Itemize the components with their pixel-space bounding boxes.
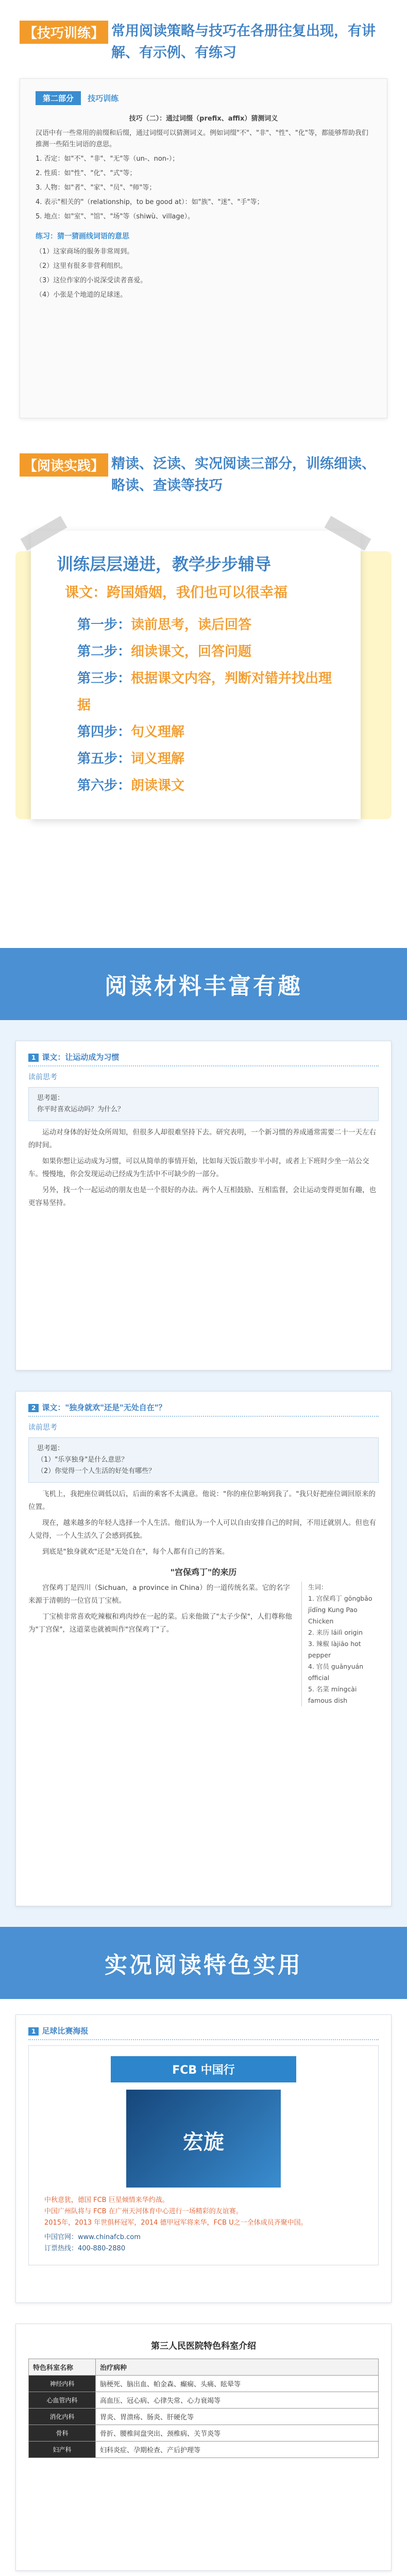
think-line: （2）你觉得一个人生活的好处有哪些？	[37, 1467, 156, 1475]
step-label: 第六步：	[77, 778, 131, 793]
table-header: 治疗病种	[96, 2359, 379, 2376]
skill-paragraph: 汉语中有一些常用的前缀和后缀，通过词缀可以猜测词义。例如词缀"不"、"非"、"性"、"化"等，都能够帮助我们推测一些陌生词语的意思。	[36, 129, 368, 148]
vocab-item: 2. 来历 láilì origin	[308, 1629, 363, 1636]
tape-decoration	[325, 516, 371, 551]
real-band	[0, 1927, 407, 1999]
skill-paragraph: 2. 性质：如"性"、"化"、"式"等；	[36, 170, 137, 177]
lesson-header	[28, 1402, 379, 1417]
lesson-header	[28, 2025, 379, 2040]
practice-header	[0, 453, 407, 497]
vocab-sidebar	[301, 1582, 379, 1706]
practice-tag: 【阅读实践】	[20, 453, 108, 477]
step-label: 第三步：	[77, 671, 131, 686]
material-section	[0, 1020, 407, 1927]
part-label: 第二部分	[36, 91, 81, 105]
practice-item: （2）这里有很多非营利组织。	[36, 262, 127, 270]
skill-paragraph: 5. 地点：如"室"、"馆"、"场"等（shiwù、village）。	[36, 213, 195, 221]
lesson-badge: 1	[28, 1054, 39, 1062]
ad-title: FCB 中国行	[111, 2056, 296, 2082]
think-line: 思考题：	[37, 1445, 64, 1452]
tape-decoration	[21, 516, 67, 551]
lesson-title: 课文："独身就欢"还是"无处自在"？	[42, 1403, 166, 1412]
vocab-item: 4. 官员 guānyuán official	[308, 1663, 364, 1682]
skill-heading: 技巧（二）：通过词缀（prefix、affix）猜测词义	[129, 115, 278, 123]
part-title: 技巧训练	[88, 94, 119, 103]
practice-label: 练习：猜一猜画线词语的意思	[36, 232, 129, 241]
reading-page-2	[15, 1391, 392, 1906]
desc-cell: 骨折、腰椎间盘突出、颈椎病、关节炎等	[96, 2425, 379, 2442]
lesson-paragraph: 到底是"独身就欢"还是"无处自在"，每个人都有自己的答案。	[42, 1548, 229, 1556]
lesson-badge: 2	[28, 1404, 39, 1412]
material-band-title: 阅读材料丰富有趣	[105, 973, 302, 999]
step-item	[77, 745, 335, 772]
real-band-title: 实况阅读特色实用	[105, 1952, 302, 1978]
lesson-paragraph: 另外，找一个一起运动的朋友也是一个很好的办法。两个人互相鼓励、互相监督，会让运动变得更加有趣，也更容易坚持。	[28, 1186, 376, 1207]
dept-cell: 骨科	[29, 2425, 96, 2442]
story-paragraph: 宫保鸡丁是四川（Sichuan，a province in China）的一道传统名菜。它的名字来源于清朝的一位官员丁宝桢。	[28, 1584, 290, 1605]
lesson-paragraph: 运动对身体的好处众所周知，但很多人却很难坚持下去。研究表明，一个新习惯的养成通常需要二十一天左右的时间。	[28, 1128, 376, 1149]
step-item	[77, 665, 335, 719]
ad-image-text: 宏旋	[183, 2130, 224, 2154]
think-box	[28, 1437, 379, 1483]
skill-paragraph: 4. 表示"相关的"（relationship，to be good at）：如"族"、"迷"、"手"等；	[36, 198, 264, 206]
table-header: 特色科室名称	[29, 2359, 96, 2376]
think-line: 思考题：	[37, 1094, 64, 1102]
ad-line: 中秋意犹，德国 FCB 巨星倾情来华约战。	[44, 2196, 169, 2204]
table-row	[29, 2409, 379, 2425]
hospital-page	[15, 2324, 392, 2571]
practice-item: （1）这家商场的服务非常周到。	[36, 248, 134, 256]
think-box	[28, 1087, 379, 1121]
practice-item: （4）小张是个地道的足球迷。	[36, 291, 127, 299]
read-question-label: 读前思考	[28, 1423, 57, 1432]
lesson-title: 课文：让运动成为习惯	[42, 1053, 120, 1062]
step-label: 第五步：	[77, 751, 131, 767]
ad-meta-line: 订票热线：400-880-2880	[44, 2245, 126, 2252]
step-label: 第四步：	[77, 724, 131, 740]
read-question-label: 读前思考	[28, 1073, 57, 1081]
practice-desc: 精读、泛读、实况阅读三部分，训练细读、略读、查读等技巧	[111, 456, 376, 494]
training-steps	[77, 612, 335, 799]
training-title: 训练层层递进，教学步步辅导	[57, 554, 272, 574]
ad-poster	[28, 2045, 379, 2265]
story-paragraph: 丁宝桢非常喜欢吃辣椒和鸡肉炒在一起的菜。后来他做了"太子少保"，人们尊称他为"丁宫保"，这道菜也就被叫作"宫保鸡丁"了。	[28, 1613, 292, 1634]
ad-page	[15, 2014, 392, 2303]
desc-cell: 妇科炎症、孕期检查、产后护理等	[96, 2442, 379, 2458]
think-line: 你平时喜欢运动吗？为什么？	[37, 1106, 125, 1113]
vocab-item: 3. 辣椒 làjiāo hot pepper	[308, 1640, 361, 1659]
skill-section	[0, 0, 407, 453]
step-item	[77, 719, 335, 745]
skill-tag: 【技巧训练】	[20, 21, 108, 44]
training-subtitle: 课文：跨国婚姻，我们也可以很幸福	[65, 585, 287, 601]
step-text: 细读课文，回答问题	[131, 644, 252, 659]
skill-page-sample	[20, 78, 387, 418]
vocab-item: 生词：	[308, 1583, 328, 1591]
ad-line: 2015年，2013 年世俱杯冠军，2014 德甲冠军将来华，FCB U之一全体成员齐聚中国。	[44, 2219, 308, 2227]
step-label: 第一步：	[77, 617, 131, 633]
vocab-item: 5. 名菜 míngcài famous dish	[308, 1685, 357, 1704]
material-band	[0, 948, 407, 1020]
lesson-badge: 1	[28, 2027, 39, 2036]
hospital-title: 第三人民医院特色科室介绍	[151, 2341, 256, 2351]
table-row	[29, 2425, 379, 2442]
dept-cell: 心血管内科	[29, 2392, 96, 2409]
table-row	[29, 2392, 379, 2409]
lesson-paragraph: 现在，越来越多的年轻人选择一个人生活。他们认为一个人可以自由安排自己的时间，不用迁就别人。但也有人觉得，一个人生活久了会感到孤独。	[28, 1519, 376, 1540]
step-text: 读前思考，读后回答	[131, 617, 252, 633]
step-text: 句义理解	[131, 724, 185, 740]
dept-cell: 神经内科	[29, 2376, 96, 2392]
hospital-table	[28, 2359, 379, 2458]
real-section	[0, 1999, 407, 2576]
skill-paragraph: 1. 否定：如"不"、"非"、"无"等（un-、non-）；	[36, 155, 179, 163]
skill-header	[0, 21, 407, 64]
step-item	[77, 612, 335, 638]
vocab-item: 1. 宫保鸡丁 gōngbǎo jīdīng Kung Pao Chicken	[308, 1595, 372, 1625]
lesson-title: 足球比赛海报	[42, 2026, 89, 2036]
practice-item: （3）这位作家的小说深受读者喜爱。	[36, 277, 147, 284]
step-item	[77, 772, 335, 799]
lesson-paragraph: 飞机上，我把座位调低以后，后面的乘客不太满意。他说："你的座位影响到我了。"我只好把座位调回原来的位置。	[28, 1490, 376, 1511]
step-label: 第二步：	[77, 644, 131, 659]
think-line: （1）"乐享独身"是什么意思？	[37, 1456, 128, 1464]
story-title: "宫保鸡丁"的来历	[170, 1567, 237, 1577]
table-row	[29, 2442, 379, 2458]
skill-desc: 常用阅读策略与技巧在各册往复出现，有讲解、有示例、有练习	[111, 23, 376, 61]
desc-cell: 高血压、冠心病、心律失常、心力衰竭等	[96, 2392, 379, 2409]
ad-meta-line: 中国官网：www.chinafcb.com	[44, 2233, 141, 2241]
training-card	[31, 531, 361, 819]
step-text: 词义理解	[131, 751, 185, 767]
reading-page-1	[15, 1041, 392, 1370]
table-row	[29, 2376, 379, 2392]
dept-cell: 妇产科	[29, 2442, 96, 2458]
dept-cell: 消化内科	[29, 2409, 96, 2425]
step-text: 朗读课文	[131, 778, 185, 793]
ad-image	[126, 2090, 281, 2188]
lesson-header	[28, 1052, 379, 1066]
step-text: 根据课文内容，判断对错并找出理据	[77, 671, 332, 713]
step-item	[77, 638, 335, 665]
practice-section	[0, 453, 407, 948]
ad-line: 中国广州队将与 FCB 在广州天河体育中心进行一场精彩的友谊赛。	[44, 2208, 243, 2215]
lesson-paragraph: 如果你想让运动成为习惯，可以从简单的事情开始，比如每天饭后散步半小时，或者上下班时少坐一站公交车。慢慢地，你会发现运动已经成为生活中不可缺少的一部分。	[28, 1157, 369, 1178]
desc-cell: 脑梗死、脑出血、帕金森、癫痫、头痛、眩晕等	[96, 2376, 379, 2392]
desc-cell: 胃炎、胃溃疡、肠炎、肝硬化等	[96, 2409, 379, 2425]
skill-paragraph: 3. 人物：如"者"、"家"、"员"、"师"等；	[36, 184, 156, 192]
